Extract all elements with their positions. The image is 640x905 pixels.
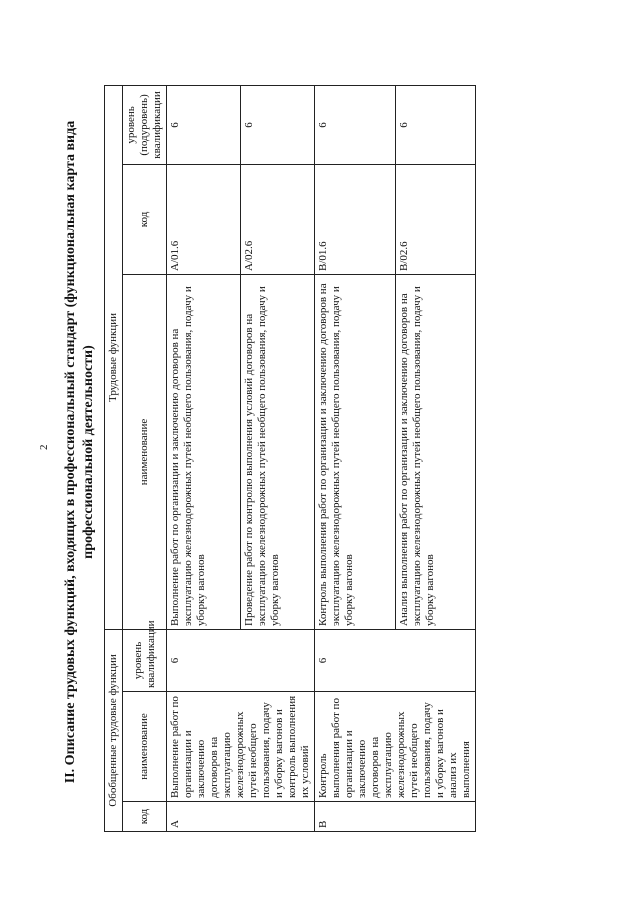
labor-function-code: A/01.6	[167, 164, 241, 274]
header-labor-name: наименование	[123, 274, 167, 629]
labor-function-name: Анализ выполнения работ по организации и заключению договоров на эксплуатацию железнодорожных путей необщего пользования, подачу и уборку вагонов	[395, 274, 476, 629]
generalized-code: B	[315, 802, 476, 832]
labor-function-name: Проведение работ по контролю выполнения условий договоров на эксплуатацию железнодорожных путей необщего пользования, подачу и уборку вагонов	[241, 274, 315, 629]
table-row	[167, 85, 241, 831]
labor-function-code: B/02.6	[395, 164, 476, 274]
table-row	[315, 85, 396, 831]
header-labor-level: уровень (подуровень) квалификации	[123, 85, 167, 164]
generalized-level: 6	[167, 629, 315, 691]
labor-function-name: Контроль выполнения работ по организации и заключению договоров на эксплуатацию железнодорожных путей необщего пользования, подачу и уборку вагонов	[315, 274, 396, 629]
header-name: наименование	[123, 692, 167, 802]
heading-line-2: профессиональной деятельности)	[81, 345, 96, 559]
labor-function-name: Выполнение работ по организации и заключению договоров на эксплуатацию железнодорожных путей необщего пользования, подачу и уборку вагонов	[167, 274, 241, 629]
header-level: уровень квалификации	[123, 629, 167, 691]
labor-function-code: B/01.6	[315, 164, 396, 274]
section-heading	[62, 72, 98, 832]
labor-function-code: A/02.6	[241, 164, 315, 274]
labor-function-level: 6	[167, 85, 241, 164]
header-generalized-functions: Обобщенные трудовые функции	[105, 629, 123, 831]
labor-function-level: 6	[241, 85, 315, 164]
generalized-name: Контроль выполнения работ по организации и заключению договоров на эксплуатацию железнодорожных путей необщего пользования, подачу и уборку вагонов и анализ их выполнения	[315, 692, 476, 802]
header-labor-functions: Трудовые функции	[105, 85, 123, 629]
labor-function-level: 6	[395, 85, 476, 164]
header-code: код	[123, 802, 167, 832]
functional-map-table	[104, 85, 476, 832]
generalized-level: 6	[315, 629, 476, 691]
generalized-code: A	[167, 802, 315, 832]
heading-line-1: II. Описание трудовых функций, входящих в профессиональный стандарт (функциональная карта вида	[63, 120, 78, 784]
labor-function-level: 6	[315, 85, 396, 164]
header-labor-code: код	[123, 164, 167, 274]
rotated-page-content	[62, 72, 582, 832]
page-number: 2	[38, 444, 50, 450]
generalized-name: Выполнение работ по организации и заключению договоров на эксплуатацию железнодорожных путей необщего пользования, подачу и уборку вагонов и контроль выполнения их условий	[167, 692, 315, 802]
